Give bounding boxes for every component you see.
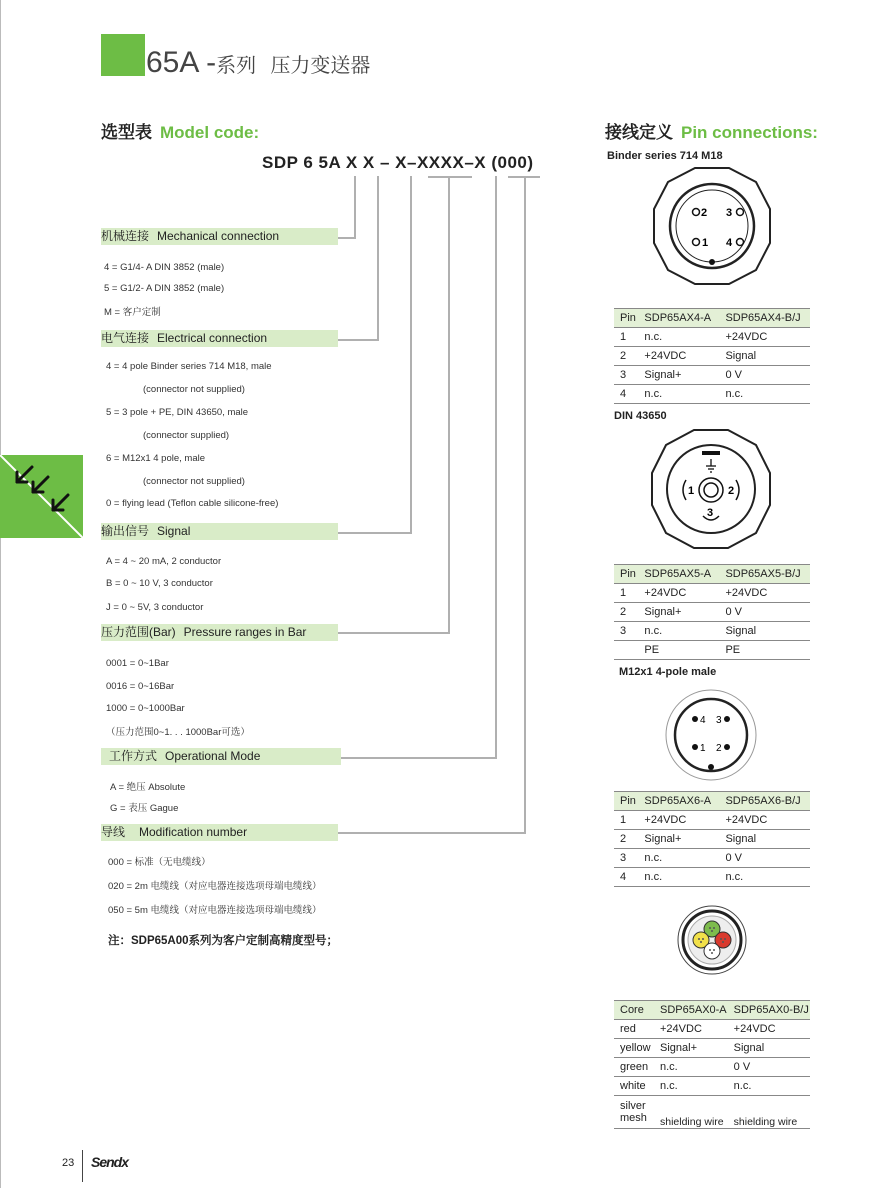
header-accent-square <box>101 34 145 76</box>
option-item: 0 = flying lead (Teflon cable silicone-free) <box>106 498 279 509</box>
section-bar-modification <box>101 824 338 841</box>
option-item: (connector not supplied) <box>143 384 245 395</box>
section-bar-electrical <box>101 330 338 347</box>
option-item: J = 0 ~ 5V, 3 conductor <box>106 602 204 613</box>
connector-hline-signal <box>338 532 412 534</box>
table-header-cell: Pin <box>614 309 638 328</box>
pin-number: 1 <box>700 743 706 754</box>
din-pin-table <box>614 564 810 660</box>
cable-core-table <box>614 1000 810 1129</box>
option-item: 5 = G1/2- A DIN 3852 (male) <box>104 283 225 294</box>
din-connector-diagram <box>650 428 772 550</box>
section-en: Modification number <box>139 825 248 839</box>
model-code-string: SDP 6 5A X X – X–XXXX–X (000) <box>262 153 534 172</box>
connector-hline-mechanical <box>338 237 356 239</box>
connector-line-electrical <box>377 176 379 341</box>
m12-connector-diagram <box>664 688 758 782</box>
section-en: Mechanical connection <box>157 229 280 243</box>
table-row: 1 +24VDC +24VDC <box>614 584 810 603</box>
table-header-cell: SDP65AX6-A <box>638 792 719 811</box>
pin-number: 4 <box>726 237 733 249</box>
section-bar-mode <box>101 748 341 765</box>
table-row: red +24VDC +24VDC <box>614 1020 810 1039</box>
section-cn: 工作方式 <box>109 749 158 763</box>
table-row: 3 Signal+ 0 V <box>614 366 810 385</box>
option-item: A = 绝压 Absolute <box>110 782 186 793</box>
side-tab <box>0 455 83 538</box>
series-dash: - <box>206 46 217 79</box>
option-item: 0016 = 0~16Bar <box>106 681 175 692</box>
table-header-cell: Pin <box>614 792 638 811</box>
product-subtitle: 压力变送器 <box>270 55 371 77</box>
model-code-title-cn: 选型表 <box>101 123 152 142</box>
table-row: white n.c. n.c. <box>614 1077 810 1096</box>
section-en: Signal <box>157 524 191 538</box>
din-label: DIN 43650 <box>614 410 667 422</box>
footer-divider <box>82 1150 83 1182</box>
section-bar-mechanical <box>101 228 338 245</box>
table-row: 2 Signal+ Signal <box>614 830 810 849</box>
section-en: Operational Mode <box>165 749 261 763</box>
pin-number: 1 <box>688 485 695 497</box>
model-code-title-en: Model code: <box>160 123 260 142</box>
connector-underline-range <box>428 176 472 178</box>
option-item: 0001 = 0~1Bar <box>106 658 169 669</box>
section-cn: 电气连接 <box>101 331 150 345</box>
table-row: 1 +24VDC +24VDC <box>614 811 810 830</box>
option-item: G = 表压 Gague <box>110 803 179 814</box>
table-row: 1 n.c. +24VDC <box>614 328 810 347</box>
section-cn: 导线 <box>101 825 126 839</box>
table-header-cell: SDP65AX0-A <box>654 1001 728 1020</box>
connector-line-mode <box>495 176 497 759</box>
option-item: 050 = 5m 电缆线（对应电器连接选项母端电缆线） <box>108 905 322 916</box>
section-en: Pressure ranges in Bar <box>183 625 307 639</box>
option-item: B = 0 ~ 10 V, 3 conductor <box>106 578 213 589</box>
option-item: (connector not supplied) <box>143 476 245 487</box>
page-number: 23 <box>62 1157 75 1169</box>
table-row: 4 n.c. n.c. <box>614 868 810 887</box>
option-item: 5 = 3 pole + PE, DIN 43650, male <box>106 407 249 418</box>
table-row: silver mesh shielding wire shielding wire <box>614 1096 810 1129</box>
table-header-cell: SDP65AX5-A <box>638 565 719 584</box>
pin-title-cn: 接线定义 <box>605 123 673 142</box>
option-item: 020 = 2m 电缆线（对应电器连接选项母端电缆线） <box>108 881 322 892</box>
connector-hline-range <box>338 632 450 634</box>
table-row: PE PE <box>614 641 810 660</box>
pin-number: 2 <box>716 743 722 754</box>
series-cn: 系列 <box>216 55 257 77</box>
connector-line-mechanical <box>354 176 356 239</box>
page-title <box>146 46 370 80</box>
table-row: 4 n.c. n.c. <box>614 385 810 404</box>
option-item: （压力范围0~1. . . 1000Bar可选） <box>106 727 250 738</box>
table-header-cell: Core <box>614 1001 654 1020</box>
table-row: 3 n.c. 0 V <box>614 849 810 868</box>
table-header-cell: SDP65AX6-B/J <box>719 792 810 811</box>
pin-title-en: Pin connections: <box>681 123 818 142</box>
section-bar-pressure <box>101 624 338 641</box>
pin-number: 1 <box>702 237 709 249</box>
pin-number: 3 <box>726 207 733 219</box>
model-code-heading <box>101 118 259 143</box>
binder-connector-diagram <box>652 166 772 286</box>
table-header-cell: SDP65AX5-B/J <box>719 565 810 584</box>
option-item: A = 4 ~ 20 mA, 2 conductor <box>106 556 222 567</box>
m12-pin-table <box>614 791 810 887</box>
table-header-cell: Pin <box>614 565 638 584</box>
connector-hline-mode <box>338 757 497 759</box>
binder-pin-table <box>614 308 810 404</box>
pin-number: 2 <box>701 207 708 219</box>
model-note: 注：SDP65A00系列为客户定制高精度型号； <box>108 935 339 947</box>
option-item: 1000 = 0~1000Bar <box>106 703 185 714</box>
option-item: 4 = G1/4- A DIN 3852 (male) <box>104 262 225 273</box>
table-row: 2 Signal+ 0 V <box>614 603 810 622</box>
connector-line-range <box>448 176 450 634</box>
cable-cross-section-diagram <box>676 904 748 976</box>
section-cn: 压力范围(Bar) <box>101 625 176 639</box>
connector-line-mod <box>524 176 526 834</box>
table-header-cell: SDP65AX0-B/J <box>728 1001 810 1020</box>
pin-number: 4 <box>700 715 706 726</box>
table-row: 3 n.c. Signal <box>614 622 810 641</box>
pin-connections-heading <box>605 118 818 143</box>
pin-number: 3 <box>716 715 722 726</box>
table-row: green n.c. 0 V <box>614 1058 810 1077</box>
connector-line-signal <box>410 176 412 534</box>
option-item: 4 = 4 pole Binder series 714 M18, male <box>106 361 272 372</box>
section-cn: 输出信号 <box>101 524 150 538</box>
table-header-cell: SDP65AX4-B/J <box>719 309 810 328</box>
option-item: M = 客户定制 <box>104 307 161 318</box>
section-bar-signal <box>101 523 338 540</box>
connector-hline-mod <box>338 832 526 834</box>
table-row: yellow Signal+ Signal <box>614 1039 810 1058</box>
connector-hline-electrical <box>338 339 379 341</box>
page-edge <box>0 0 1 1188</box>
option-item: 6 = M12x1 4 pole, male <box>106 453 206 464</box>
section-en: Electrical connection <box>157 331 268 345</box>
series-name: 65A <box>146 46 198 79</box>
pin-number: 2 <box>728 485 735 497</box>
section-cn: 机械连接 <box>101 229 150 243</box>
pin-number: 3 <box>707 507 714 519</box>
table-header-cell: SDP65AX4-A <box>638 309 719 328</box>
binder-label: Binder series 714 M18 <box>607 150 723 162</box>
option-item: (connector supplied) <box>143 430 230 441</box>
m12-label: M12x1 4-pole male <box>619 666 717 678</box>
table-row: 2 +24VDC Signal <box>614 347 810 366</box>
brand-logo: Sendx <box>91 1154 129 1170</box>
option-item: 000 = 标准（无电缆线） <box>108 857 211 868</box>
diagonal-arrows-icon <box>0 455 83 538</box>
